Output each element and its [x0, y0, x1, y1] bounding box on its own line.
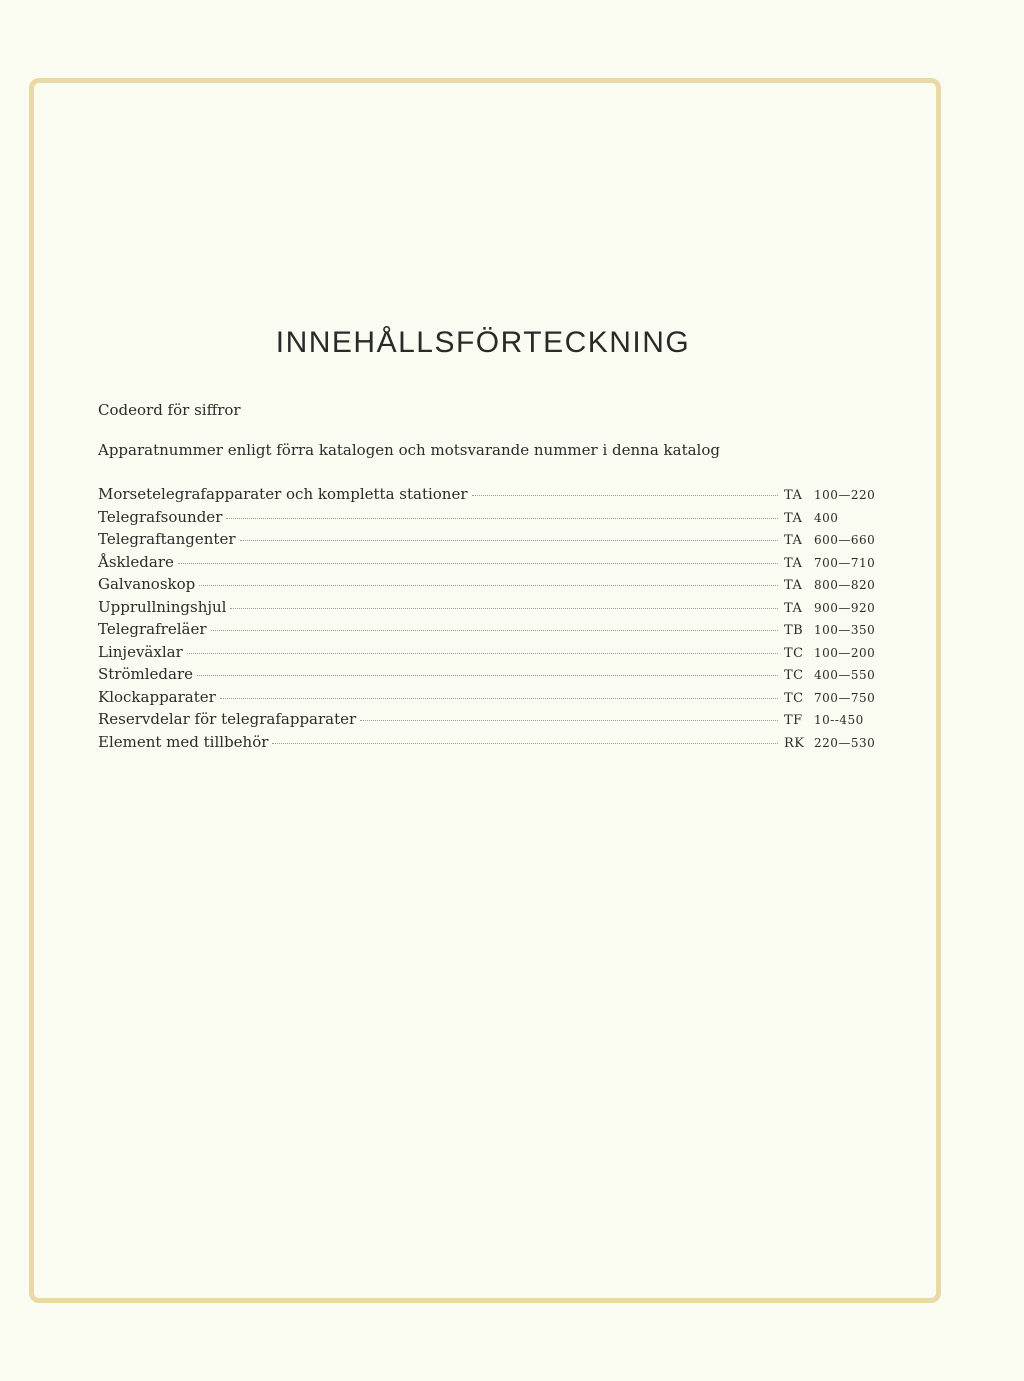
toc-entry	[98, 620, 876, 643]
toc-entry-code: TC	[784, 668, 804, 683]
toc-entry-label: Linjeväxlar	[98, 642, 183, 661]
toc-entry-code: TC	[784, 645, 804, 661]
toc-entry	[98, 530, 876, 553]
toc-entry-code: TA	[784, 488, 803, 503]
toc-entry-range: 400	[814, 510, 839, 525]
subtitle-heading: Apparatnummer enligt förra katalogen och motsvarande nummer i denna katalog	[98, 441, 720, 459]
toc-entry-label: Telegrafreläer	[98, 620, 207, 638]
toc-entry-range: 600—660	[814, 533, 876, 547]
dot-leader	[472, 495, 778, 496]
toc-entry-range: 700—710	[814, 555, 876, 570]
toc-entry-range: 100—200	[814, 645, 876, 660]
toc-entry-range: 10--450	[814, 713, 864, 727]
dot-leader	[240, 540, 778, 541]
toc-entry	[98, 733, 876, 756]
toc-entry-code: TA	[784, 600, 803, 616]
toc-entry-code: RK	[784, 735, 805, 751]
toc-entry-range: 100—220	[814, 488, 876, 502]
codeord-heading: Codeord för siffror	[98, 401, 241, 419]
toc-entry-label: Telegraftangenter	[98, 530, 236, 548]
toc-entry-label: Strömledare	[98, 665, 193, 683]
toc-entry	[98, 665, 876, 688]
toc-entry-code: TC	[784, 690, 804, 706]
toc-entry-range: 800—820	[814, 578, 876, 592]
toc-entry-range: 900—920	[814, 600, 876, 615]
page-title: INNEHÅLLSFÖRTECKNING	[275, 326, 691, 359]
toc-entry	[98, 553, 876, 576]
toc-entry-range: 400—550	[814, 668, 876, 682]
table-of-contents	[98, 485, 876, 755]
dot-leader	[211, 630, 779, 631]
dot-leader	[220, 698, 778, 699]
toc-entry-range: 100—350	[814, 623, 876, 637]
dot-leader	[360, 720, 778, 721]
toc-entry-code: TA	[784, 510, 803, 526]
toc-entry-label: Reservdelar för telegrafapparater	[98, 710, 357, 728]
dot-leader	[272, 743, 778, 744]
toc-entry	[98, 598, 876, 621]
dot-leader	[199, 585, 778, 586]
toc-entry-label: Klockapparater	[98, 687, 216, 706]
toc-entry	[98, 643, 876, 666]
dot-leader	[197, 675, 778, 676]
toc-entry-code: TA	[784, 578, 803, 593]
toc-entry-code: TA	[784, 555, 803, 571]
toc-entry-label: Upprullningshjul	[98, 597, 227, 616]
toc-entry	[98, 485, 876, 508]
toc-entry	[98, 710, 876, 733]
toc-entry-range: 700—750	[814, 690, 876, 705]
dot-leader	[178, 563, 778, 564]
toc-entry-range: 220—530	[814, 735, 876, 750]
toc-entry-label: Morsetelegrafapparater och kompletta stationer	[98, 485, 468, 503]
dot-leader	[230, 608, 778, 609]
toc-entry-label: Åskledare	[98, 552, 174, 571]
toc-entry	[98, 508, 876, 531]
toc-entry	[98, 575, 876, 598]
toc-entry-code: TF	[784, 713, 803, 728]
toc-entry-label: Element med tillbehör	[98, 732, 269, 751]
toc-entry-code: TB	[784, 623, 804, 638]
toc-entry-label: Galvanoskop	[98, 575, 196, 593]
dot-leader	[187, 653, 778, 654]
dot-leader	[226, 518, 778, 519]
toc-entry-code: TA	[784, 533, 803, 548]
toc-entry	[98, 688, 876, 711]
toc-entry-label: Telegrafsounder	[98, 507, 223, 526]
